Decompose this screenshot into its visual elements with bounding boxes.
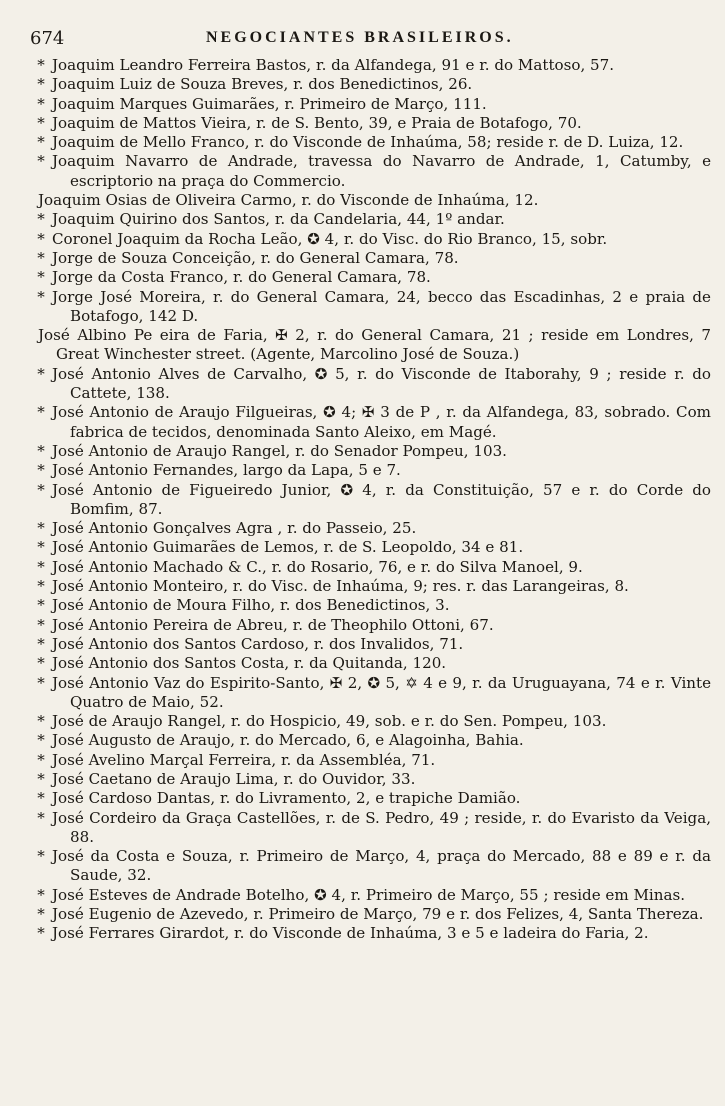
directory-entry bbox=[37, 441, 711, 461]
entry-text: José Eugenio de Azevedo, r. Primeiro de Março, 79 e r. dos Felizes, 4, Santa Thereza. bbox=[52, 905, 704, 924]
entry-asterisk: * bbox=[37, 634, 45, 653]
entry-asterisk: * bbox=[37, 712, 45, 731]
directory-entry bbox=[37, 731, 711, 750]
directory-entry bbox=[37, 519, 711, 538]
directory-entry bbox=[37, 210, 711, 229]
directory-entry bbox=[37, 634, 711, 654]
directory-entry bbox=[37, 229, 711, 249]
entry-text: Joaquim Luiz de Souza Breves, r. dos Benedictinos, 26. bbox=[52, 75, 473, 94]
entry-asterisk: * bbox=[37, 268, 45, 287]
directory-entry bbox=[38, 326, 711, 365]
directory-entry bbox=[37, 596, 711, 615]
directory-entry bbox=[37, 615, 711, 635]
entry-text: José Antonio de Figueiredo Junior, ✪ 4, r. da Constituição, 57 e r. do Corde do Bomfim, 87. bbox=[52, 480, 711, 518]
entry-text: José Antonio Alves de Carvalho, ✪ 5, r. do Visconde de Itaborahy, 9 ; reside r. do Cattete, 138. bbox=[52, 364, 711, 403]
entry-text: José Avelino Marçal Ferreira, r. da Assembléa, 71. bbox=[52, 750, 436, 769]
running-title: NEGOCIANTES BRASILEIROS. bbox=[206, 29, 514, 46]
entry-text: José da Costa e Souza, r. Primeiro de Março, 4, praça do Mercado, 88 e 89 e r. da Saude, 32. bbox=[52, 847, 711, 885]
directory-entry bbox=[37, 808, 711, 848]
entry-text: José Antonio Monteiro, r. do Visc. de Inhaúma, 9; res. r. das Larangeiras, 8. bbox=[52, 577, 629, 596]
directory-entry bbox=[37, 480, 711, 520]
entry-asterisk: * bbox=[37, 808, 45, 827]
directory-entry bbox=[37, 750, 711, 770]
entry-text: José Antonio de Araujo Rangel, r. do Senador Pompeu, 103. bbox=[52, 441, 507, 460]
entry-asterisk: * bbox=[37, 750, 45, 769]
entry-text: José Antonio Gonçalves Agra , r. do Passeio, 25. bbox=[52, 519, 417, 538]
entry-asterisk: * bbox=[37, 229, 45, 248]
entry-asterisk: * bbox=[37, 364, 45, 383]
entry-asterisk: * bbox=[37, 113, 45, 132]
entry-asterisk: * bbox=[37, 441, 45, 460]
page-number: 674 bbox=[30, 28, 65, 49]
entry-asterisk: * bbox=[37, 615, 45, 634]
directory-entry bbox=[37, 152, 711, 191]
directory-entry bbox=[37, 885, 711, 905]
entry-text: José Cordeiro da Graça Castellões, r. de S. Pedro, 49 ; reside, r. do Evaristo da Veiga, 88. bbox=[52, 808, 711, 846]
directory-entry bbox=[37, 577, 711, 596]
directory-entry bbox=[37, 538, 711, 557]
directory-entry bbox=[37, 712, 711, 731]
entry-asterisk: * bbox=[37, 248, 45, 267]
directory-entry bbox=[37, 673, 711, 713]
entry-text: José Cardoso Dantas, r. do Livramento, 2, e trapiche Damião. bbox=[52, 789, 521, 808]
entry-text: José Ferrares Girardot, r. do Visconde de Inhaúma, 3 e 5 e ladeira do Faria, 2. bbox=[52, 924, 649, 943]
entry-asterisk: * bbox=[37, 596, 45, 615]
entry-asterisk: * bbox=[37, 461, 45, 480]
entry-text: Joaquim Leandro Ferreira Bastos, r. da Alfandega, 91 e r. do Mattoso, 57. bbox=[52, 56, 615, 74]
entry-asterisk: * bbox=[37, 94, 45, 113]
directory-entry bbox=[37, 248, 711, 268]
directory-entry bbox=[37, 461, 711, 480]
entry-asterisk: * bbox=[37, 519, 45, 538]
directory-entry bbox=[37, 769, 711, 789]
entry-asterisk: * bbox=[37, 287, 45, 306]
entry-text: José Caetano de Araujo Lima, r. do Ouvidor, 33. bbox=[52, 769, 416, 788]
entry-text: José Antonio Vaz do Espirito-Santo, ✠ 2, ✪ 5, ✡ 4 e 9, r. da Uruguayana, 74 e r. Vinte Quatro de Maio, 52. bbox=[52, 673, 711, 711]
entry-asterisk: * bbox=[37, 769, 45, 788]
entry-list bbox=[37, 56, 711, 944]
entry-asterisk: * bbox=[37, 56, 45, 74]
entry-asterisk: * bbox=[37, 75, 45, 94]
entry-text: José Antonio Fernandes, largo da Lapa, 5 e 7. bbox=[52, 461, 401, 480]
entry-asterisk: * bbox=[37, 133, 45, 152]
entry-asterisk: * bbox=[37, 654, 45, 673]
entry-text: Coronel Joaquim da Rocha Leão, ✪ 4, r. do Visc. do Rio Branco, 15, sobr. bbox=[52, 229, 608, 248]
entry-asterisk: * bbox=[37, 480, 45, 499]
entry-asterisk: * bbox=[37, 152, 45, 171]
directory-entry bbox=[38, 191, 711, 210]
entry-text: José Esteves de Andrade Botelho, ✪ 4, r. Primeiro de Março, 55 ; reside em Minas. bbox=[52, 885, 686, 904]
entry-text: Jorge José Moreira, r. do General Camara, 24, becco das Escadinhas, 2 e praia de Botafogo, 142 D. bbox=[52, 287, 711, 325]
directory-entry bbox=[37, 924, 711, 943]
entry-text: Joaquim de Mattos Vieira, r. de S. Bento, 39, e Praia de Botafogo, 70. bbox=[52, 113, 582, 132]
directory-entry bbox=[37, 75, 711, 94]
directory-entry bbox=[37, 905, 711, 924]
directory-entry bbox=[37, 403, 711, 442]
entry-asterisk: * bbox=[37, 538, 45, 557]
directory-entry bbox=[37, 287, 711, 327]
directory-entry bbox=[37, 847, 711, 886]
entry-text: José Antonio dos Santos Cardoso, r. dos Invalidos, 71. bbox=[52, 634, 464, 653]
entry-text: José Antonio Pereira de Abreu, r. de Theophilo Ottoni, 67. bbox=[52, 615, 494, 634]
entry-text: José Antonio Machado & C., r. do Rosario, 76, e r. do Silva Manoel, 9. bbox=[52, 557, 583, 576]
entry-asterisk: * bbox=[37, 847, 45, 866]
entry-text: José Antonio de Araujo Filgueiras, ✪ 4; ✠ 3 de P , r. da Alfandega, 83, sobrado. Com fabrica de tecidos, denominada Santo Aleixo, em Magé. bbox=[52, 403, 711, 441]
entry-text: José de Araujo Rangel, r. do Hospicio, 49, sob. e r. do Sen. Pompeu, 103. bbox=[52, 712, 607, 731]
entry-text: Jorge de Souza Conceição, r. do General Camara, 78. bbox=[52, 248, 459, 267]
entry-text: Joaquim Navarro de Andrade, travessa do Navarro de Andrade, 1, Catumby, e escriptorio na praça do Commercio. bbox=[52, 152, 711, 190]
entry-asterisk: * bbox=[37, 557, 45, 576]
directory-entry bbox=[37, 94, 711, 114]
page-header bbox=[30, 28, 711, 52]
entry-asterisk: * bbox=[37, 577, 45, 596]
entry-text: Joaquim Osias de Oliveira Carmo, r. do Visconde de Inhaúma, 12. bbox=[38, 191, 539, 210]
entry-text: José Antonio de Moura Filho, r. dos Benedictinos, 3. bbox=[52, 596, 450, 615]
entry-text: José Albino Pe eira de Faria, ✠ 2, r. do General Camara, 21 ; reside em Londres, 7 Great Winchester street. (Agente, Marcolino José de Souza.) bbox=[38, 326, 711, 364]
directory-entry bbox=[37, 113, 711, 133]
directory-entry bbox=[37, 654, 711, 673]
entry-asterisk: * bbox=[37, 403, 45, 422]
entry-asterisk: * bbox=[37, 924, 45, 943]
entry-asterisk: * bbox=[37, 673, 45, 692]
directory-entry bbox=[37, 268, 711, 287]
entry-asterisk: * bbox=[37, 731, 45, 750]
entry-text: José Antonio Guimarães de Lemos, r. de S. Leopoldo, 34 e 81. bbox=[52, 538, 524, 557]
directory-entry bbox=[37, 56, 711, 75]
entry-asterisk: * bbox=[37, 885, 45, 904]
entry-text: Joaquim de Mello Franco, r. do Visconde de Inhaúma, 58; reside r. de D. Luiza, 12. bbox=[52, 133, 684, 152]
directory-entry bbox=[37, 133, 711, 152]
directory-entry bbox=[37, 789, 711, 808]
entry-text: Joaquim Marques Guimarães, r. Primeiro de Março, 111. bbox=[52, 94, 487, 113]
entry-text: Jorge da Costa Franco, r. do General Camara, 78. bbox=[52, 268, 431, 287]
entry-asterisk: * bbox=[37, 905, 45, 924]
entry-text: José Augusto de Araujo, r. do Mercado, 6, e Alagoinha, Bahia. bbox=[52, 731, 524, 750]
entry-asterisk: * bbox=[37, 789, 45, 808]
directory-entry bbox=[37, 364, 711, 404]
entry-text: Joaquim Quirino dos Santos, r. da Candelaria, 44, 1º andar. bbox=[52, 210, 505, 229]
entry-asterisk: * bbox=[37, 210, 45, 229]
entry-text: José Antonio dos Santos Costa, r. da Quitanda, 120. bbox=[52, 654, 447, 673]
directory-entry bbox=[37, 557, 711, 577]
